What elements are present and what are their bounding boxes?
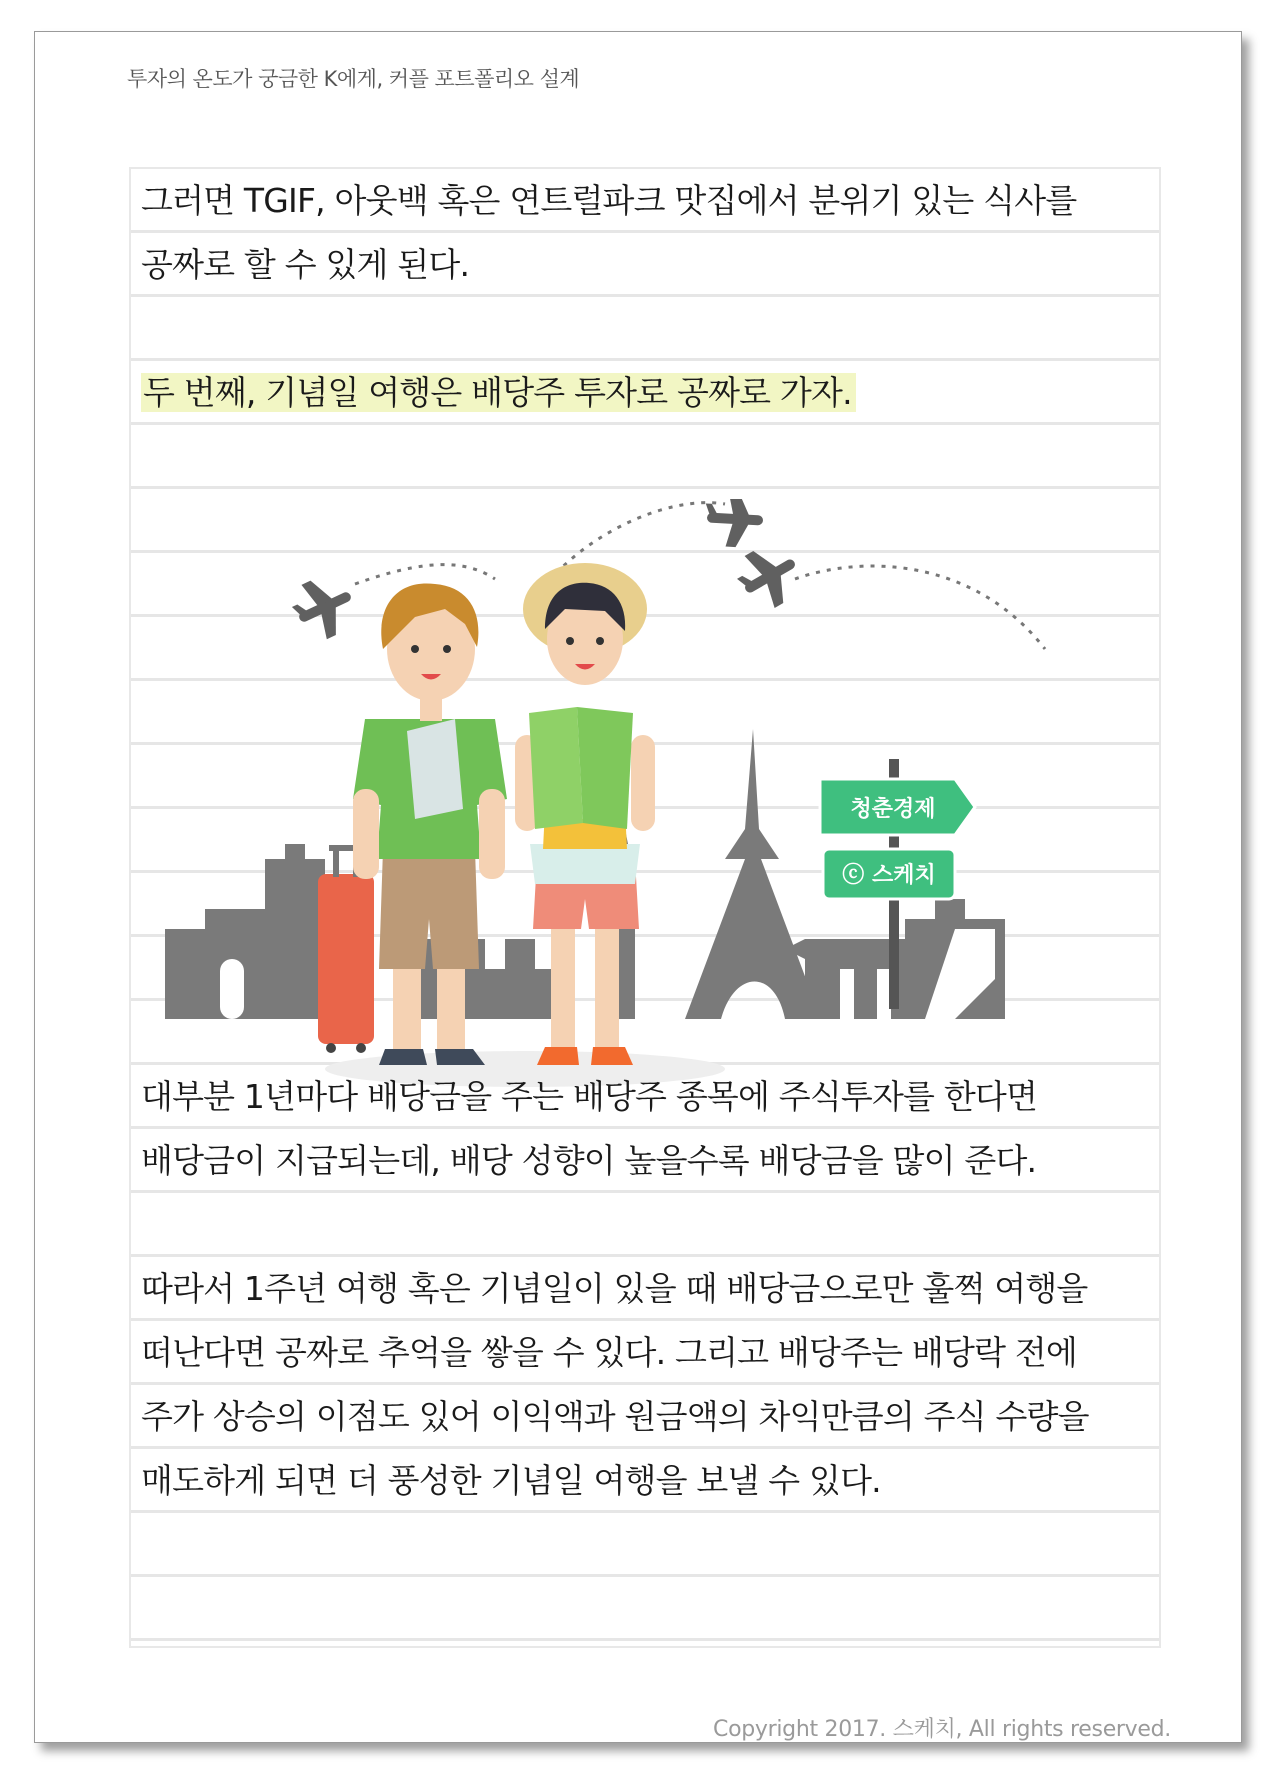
paragraph-line: 그러면 TGIF, 아웃백 혹은 연트럴파크 맛집에서 분위기 있는 식사를 bbox=[141, 181, 1077, 220]
document-page bbox=[34, 31, 1242, 1743]
flight-path-right bbox=[795, 566, 1045, 649]
paragraph-line: 대부분 1년마다 배당금을 주는 배당주 종목에 주식투자를 한다면 bbox=[141, 1077, 1038, 1116]
airplane-icon bbox=[729, 536, 809, 617]
sign-board-bottom bbox=[823, 849, 955, 899]
sign-board-top bbox=[820, 779, 975, 835]
copyright-notice: Copyright 2017. 스케치, All rights reserved. bbox=[713, 1717, 1171, 1742]
airplane-icon bbox=[285, 568, 363, 647]
paragraph-line: 매도하게 되면 더 풍성한 기념일 여행을 보낼 수 있다. bbox=[141, 1461, 881, 1500]
highlighted-heading: 두 번째, 기념일 여행은 배당주 투자로 공짜로 가자. bbox=[141, 373, 856, 412]
paragraph-line: 공짜로 할 수 있게 된다. bbox=[141, 245, 470, 284]
content-area bbox=[129, 167, 1161, 1648]
sign-top-label: 청춘경제 bbox=[850, 797, 936, 822]
page-header: 투자의 온도가 궁금한 K에게, 커플 포트폴리오 설계 bbox=[127, 67, 580, 91]
sign-bottom-label: ⓒ 스케치 bbox=[842, 863, 936, 888]
airplane-icon bbox=[704, 499, 765, 548]
paragraph-line: 배당금이 지급되는데, 배당 성향이 높을수록 배당금을 많이 준다. bbox=[141, 1141, 1037, 1180]
paragraph-line: 떠난다면 공짜로 추억을 쌓을 수 있다. 그리고 배당주는 배당락 전에 bbox=[141, 1333, 1078, 1372]
suitcase bbox=[318, 874, 374, 1044]
paragraph-line: 주가 상승의 이점도 있어 이익액과 원금액의 차익만큼의 주식 수량을 bbox=[141, 1397, 1089, 1436]
map-paper bbox=[407, 719, 463, 819]
travel-illustration bbox=[165, 499, 1125, 1159]
paragraph-line: 따라서 1주년 여행 혹은 기념일이 있을 때 배당금으로만 훌쩍 여행을 bbox=[141, 1269, 1088, 1308]
flight-path-left bbox=[355, 565, 495, 584]
